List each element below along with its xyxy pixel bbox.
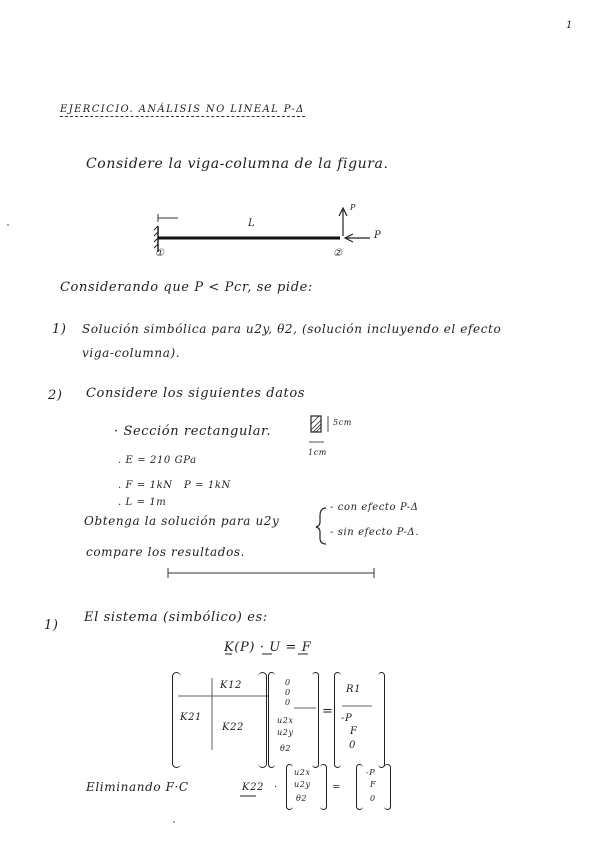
solution-number: 1)	[44, 618, 59, 633]
reduced-K22: K22	[242, 782, 264, 793]
reduced-F: F	[370, 780, 377, 789]
option-without-effect: - sin efecto P-Δ.	[330, 527, 420, 538]
disp-vector-bracket-left	[268, 672, 275, 768]
reduced-dot: ·	[274, 782, 278, 793]
system-text: El sistema (simbólico) es:	[84, 610, 268, 625]
force-F: F	[350, 726, 358, 737]
force-vector-bracket-left	[334, 672, 341, 768]
disp-0: 0	[285, 678, 291, 687]
force-P-text: P = 1kN	[184, 480, 231, 491]
horizontal-load-arrow-icon	[345, 234, 370, 242]
reduced-disp-bracket-right	[320, 764, 327, 810]
force-minusP: -P	[341, 713, 353, 724]
options-brace	[316, 508, 326, 544]
force-F-text: . F = 1kN	[118, 480, 173, 491]
reduced-0: 0	[370, 794, 376, 803]
beam-length-label: L	[248, 218, 256, 229]
item-1-line-2: viga-columna).	[82, 346, 181, 360]
item-1-number: 1)	[52, 322, 67, 337]
force-R1: R1	[346, 684, 362, 695]
stiffness-matrix-bracket-right	[258, 672, 267, 768]
modulus-text: . E = 210 GPa	[118, 455, 197, 466]
matrix-K12: K12	[220, 680, 242, 691]
disp-u2y: u2y	[277, 728, 294, 737]
item-2-number: 2)	[48, 388, 63, 403]
disp-vector-bracket-right	[312, 672, 319, 768]
option-with-effect: - con efecto P-Δ	[330, 502, 419, 513]
section-text: · Sección rectangular.	[114, 424, 272, 439]
reduced-disp-bracket-left	[286, 764, 293, 810]
item-1-line-1: Solución simbólica para u2y, θ2, (solución incluyendo el efecto	[82, 322, 502, 336]
page-title: EJERCICIO. ANÁLISIS NO LINEAL P-Δ	[60, 104, 305, 115]
obtain-text: Obtenga la solución para u2y	[84, 514, 280, 528]
matrix-K21: K21	[180, 712, 202, 723]
section-height: 5cm	[333, 418, 352, 427]
reduced-theta2: θ2	[296, 794, 308, 803]
node-1-label: ①	[155, 248, 165, 259]
node-2-label: ②	[333, 248, 343, 259]
reduced-u2y: u2y	[294, 780, 311, 789]
length-text: . L = 1m	[118, 497, 167, 508]
system-equation: K(P) · U = F	[224, 640, 312, 655]
intro-text: Considere la viga-columna de la figura.	[86, 156, 389, 172]
matrix-K22: K22	[222, 722, 244, 733]
disp-1: 0	[285, 688, 291, 697]
reduced-minusP: -P	[366, 768, 376, 777]
page-number: 1	[566, 20, 573, 31]
eliminating-text: Eliminando F·C	[86, 780, 189, 794]
section-rect-icon	[309, 416, 328, 442]
disp-2: 0	[285, 698, 291, 707]
horizontal-load-label: P	[374, 230, 382, 241]
reduced-u2x: u2x	[294, 768, 311, 777]
section-base: 1cm	[308, 448, 327, 457]
disp-u2x: u2x	[277, 716, 294, 725]
force-0: 0	[349, 740, 356, 751]
compare-text: compare los resultados.	[86, 545, 246, 559]
equals-sign: =	[322, 704, 334, 719]
reduced-equals: =	[332, 782, 341, 793]
force-vector-bracket-right	[378, 672, 385, 768]
item-2-line-1: Considere los siguientes datos	[86, 386, 306, 401]
reduced-force-bracket-right	[384, 764, 391, 810]
condition-text: Considerando que P < Pcr, se pide:	[60, 280, 313, 295]
reduced-force-bracket-left	[356, 764, 363, 810]
disp-theta2: θ2	[280, 744, 292, 753]
vertical-load-label: P	[350, 203, 356, 212]
vertical-load-arrow-icon	[339, 208, 347, 236]
